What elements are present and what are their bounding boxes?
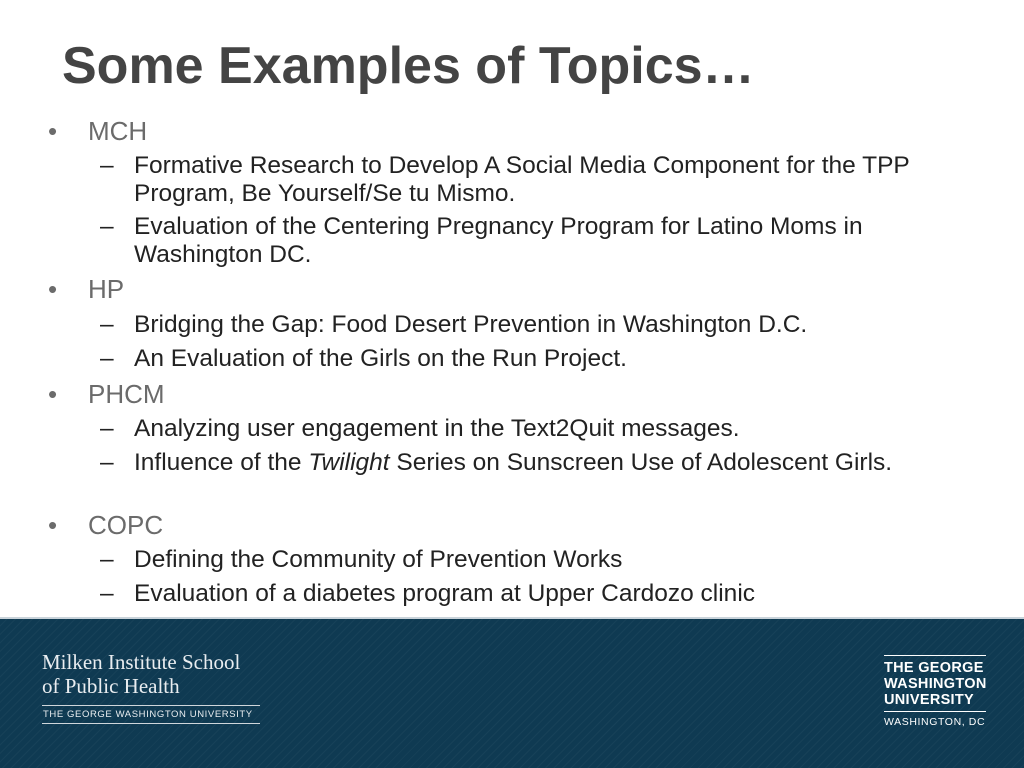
topic-heading: PHCM [88,379,165,409]
dash-icon: – [100,546,114,573]
list-item-text: An Evaluation of the Girls on the Run Project. [134,345,627,372]
bullet-icon: • [48,274,58,304]
topic-heading: COPC [88,510,164,540]
list-item-text: Evaluation of a diabetes program at Upper Cardozo clinic [134,580,756,607]
milken-rule-bottom [42,723,260,724]
topic-phcm [48,380,165,410]
list-item-text: Analyzing user engagement in the Text2Quit messages. [134,415,740,442]
italic-title: Twilight [308,449,390,476]
footer-divider [0,617,1024,619]
bullet-icon: • [48,116,58,146]
dash-icon: – [100,152,114,179]
topic-hp [48,275,124,305]
topic-heading: MCH [88,116,148,146]
gw-city: WASHINGTON, DC [884,716,986,728]
dash-icon: – [100,311,114,338]
text-segment: Influence of the [134,449,309,476]
list-item [100,311,970,339]
dash-icon: – [100,580,114,607]
gw-rule-top [884,655,986,656]
milken-rule-top [42,705,260,706]
milken-logo-text [42,650,240,698]
dash-icon: – [100,345,114,372]
text-segment: Series on Sunscreen Use of Adolescent Girls. [389,449,893,476]
dash-icon: – [100,449,114,476]
dash-icon: – [100,415,114,442]
milken-line2: of Public Health [42,674,180,698]
bullet-icon: • [48,379,58,409]
list-item [100,415,970,443]
slide-title: Some Examples of Topics… [62,37,755,95]
list-item [100,345,970,373]
milken-subtitle: THE GEORGE WASHINGTON UNIVERSITY [43,709,253,720]
list-item-text: Evaluation of the Centering Pregnancy Program for Latino Moms in Washington DC. [134,213,863,269]
gw-line2: WASHINGTON [884,676,987,692]
list-item-text: Bridging the Gap: Food Desert Prevention in Washington D.C. [134,311,808,338]
list-item-text: Formative Research to Develop A Social Media Component for the TPP Program, Be Yourself/Se tu Mismo. [134,152,910,208]
milken-line1: Milken Institute School [42,650,241,674]
list-item [100,580,970,608]
topic-heading: HP [88,274,125,304]
gw-line3: UNIVERSITY [884,692,975,708]
gw-logo-text [884,660,987,708]
dash-icon: – [100,213,114,240]
list-item [100,546,970,574]
gw-line1: THE GEORGE [884,660,984,676]
topic-mch [48,117,147,147]
gw-rule-bottom [884,711,986,712]
list-item-text: Defining the Community of Prevention Works [134,546,623,573]
list-item-text [134,449,970,477]
bullet-icon: • [48,510,58,540]
topic-copc [48,511,163,541]
list-item [100,152,970,208]
list-item [100,213,970,269]
list-item [100,449,970,477]
